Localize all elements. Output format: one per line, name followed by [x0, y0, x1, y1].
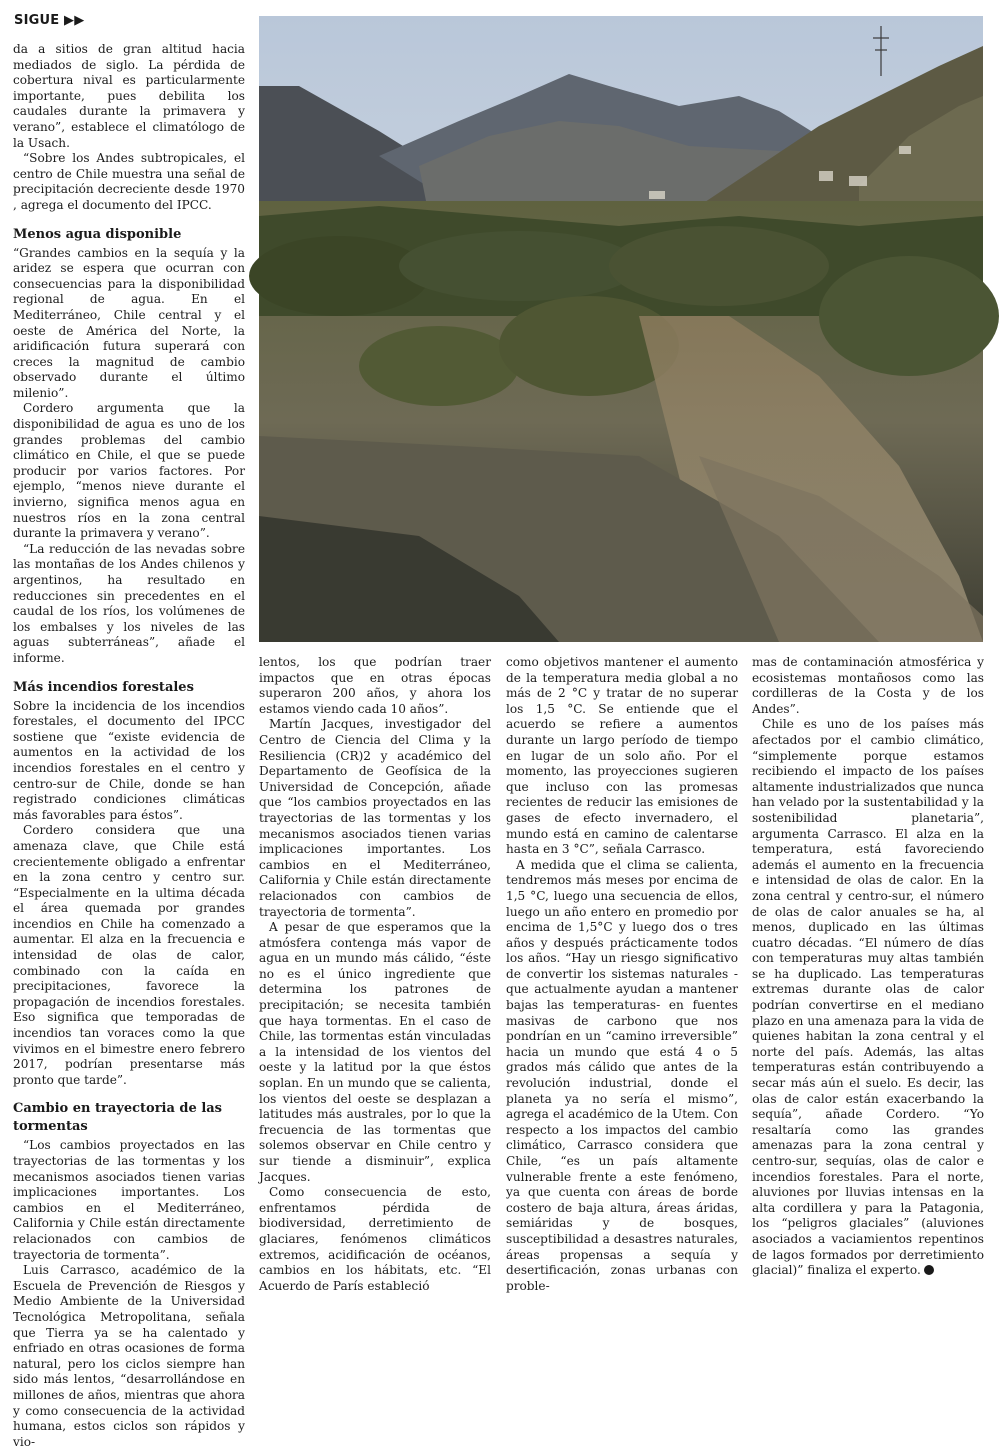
paragraph: da a sitios de gran altitud hacia mediados de siglo. La pérdida de cobertura nival es particularmente importante, pues debilita los caudales durante la primavera y verano”, establece el climatólogo de la Usach.	[13, 42, 245, 150]
paragraph: Martín Jacques, investigador del Centro de Ciencia del Clima y la Resiliencia (CR)2 y académico del Departamento de Geofísica de la Universidad de Concepción, añade que “los cambios proyectados en las trayectorias de las tormentas y los mecanismos asociados tienen varias implicaciones importantes. Los cambios en el Mediterráneo, California y Chile están directamente relacionados con cambios de trayectoria de tormenta”.	[259, 717, 491, 919]
section-heading-fires: Más incendios forestales	[13, 679, 194, 695]
paragraph: “La reducción de las nevadas sobre las montañas de los Andes chilenos y argentinos, ha resultado en reducciones sin precedentes en el caudal de los ríos, los volúmenes de los embalses y los niveles de las aguas subterráneas”, añade el informe.	[13, 541, 245, 665]
paragraph: mas de contaminación atmosférica y ecosistemas montañosos como las cordilleras de la Costa y de los Andes”.	[752, 655, 984, 716]
article-column-1	[13, 42, 245, 1449]
landscape-photo	[259, 16, 983, 642]
article-column-2	[259, 655, 491, 1293]
andes-valley-image	[259, 16, 983, 642]
section-heading-storms: Cambio en trayectoria de las tormentas	[13, 1101, 222, 1135]
paragraph: lentos, los que podrían traer impactos que en otras épocas superaron 200 años, y ahora los estamos viendo cada 10 años”.	[259, 655, 491, 716]
paragraph: “Sobre los Andes subtropicales, el centro de Chile muestra una señal de precipitación decreciente desde 1970 , agrega el documento del IPCC.	[13, 151, 245, 212]
paragraph: Como consecuencia de esto, enfrentamos pérdida de biodiversidad, derretimiento de glaciares, fenómenos climáticos extremos, acidificación de océanos, cambios en los hábitats, etc. “El Acuerdo de París estableció	[259, 1185, 491, 1293]
paragraph: Sobre la incidencia de los incendios forestales, el documento del IPCC sostiene que “existe evidencia de aumentos en la actividad de los incendios forestales en el centro y centro-sur de Chile, donde se han registrado condiciones climáticas más favorables para éstos”.	[13, 698, 245, 822]
article-column-3	[506, 655, 738, 1293]
paragraph: como objetivos mantener el aumento de la temperatura media global a no más de 2 °C y tratar de no superar los 1,5 °C. Se entiende que el acuerdo se refiere a aumentos durante un largo período de tiempo en lugar de un solo año. Por el momento, las proyecciones sugieren que incluso con las promesas recientes de reducir las emisiones de gases de efecto invernadero, el mundo está en camino de calentarse hasta en 3 °C”, señala Carrasco.	[506, 655, 738, 857]
paragraph: “Grandes cambios en la sequía y la aridez se espera que ocurran con consecuencias para la disponibilidad regional de agua. En el Mediterráneo, Chile central y el oeste de América del Norte, la aridificación futura superará con creces la magnitud de cambio observado durante el último milenio”.	[13, 245, 245, 400]
paragraph: Cordero argumenta que la disponibilidad de agua es uno de los grandes problemas del cambio climático en Chile, el que se puede producir por varios factores. Por ejemplo, “menos nieve durante el invierno, significa menos agua en nuestros ríos en la zona central durante la primavera y verano”.	[13, 401, 245, 541]
paragraph	[752, 717, 984, 1278]
end-of-article-mark	[924, 1265, 934, 1275]
paragraph: A pesar de que esperamos que la atmósfera contenga más vapor de agua en un mundo más cálido, “éste no es el único ingrediente que determina los patrones de precipitación; se necesita también que haya tormentas. En el caso de Chile, las tormentas están vinculadas a la intensidad de los vientos del oeste y la latitud por la que éstos soplan. En un mundo que se calienta, los vientos del oeste se desplazan a latitudes más australes, por lo que la frecuencia de las tormentas que solemos observar en Chile centro y sur tiende a disminuir”, explica Jacques.	[259, 920, 491, 1184]
paragraph: Cordero considera que una amenaza clave, que Chile está crecientemente obligado a enfrentar en la zona centro y centro sur. “Especialmente en la ultima década el área quemada por grandes incendios en Chile ha comenzado a aumentar. El alza en la frecuencia e intensidad de olas de calor, combinado con la caída en precipitaciones, favorece la propagación de incendios forestales. Eso significa que temporadas de incendios tan voraces como la que vivimos en el bimestre enero febrero 2017, podrían presentarse más pronto que tarde”.	[13, 823, 245, 1087]
section-heading-water: Menos agua disponible	[13, 226, 182, 242]
paragraph-text: Chile es uno de los países más afectados por el cambio climático, “simplemente porque estamos recibiendo el impacto de los países altamente industrializados que nunca han velado por la sustentabilidad y la sostenibilidad planetaria”, argumenta Carrasco. El alza en la temperatura, está favoreciendo además el aumento en la frecuencia e intensidad de olas de calor. En la zona central y centro-sur, el número de olas de calor anuales se ha, al menos, duplicado en las últimas cuatro décadas. “El número de días con temperaturas muy altas también se ha duplicado. Las temperaturas extremas durante olas de calor podrían convertirse en el mediano plazo en una amenaza para la vida de quienes habitan la zona central y el norte del país. Además, las altas temperaturas están contribuyendo a secar más aún el suelo. Es decir, las olas de calor están exacerbando la sequía”, añade Cordero. “Yo resaltaría como las grandes amenazas para la zona central y centro-sur, sequías, olas de calor e incendios forestales. Para el norte, aluviones por lluvias intensas en la alta cordillera y para la Patagonia, los “peligros glaciales” (aluviones asociados a vaciamientos repentinos de lagos formados por derretimiento glacial)” finaliza el experto.	[752, 717, 984, 1278]
article-column-4	[752, 655, 984, 1278]
paragraph: A medida que el clima se calienta, tendremos más meses por encima de 1,5 °C, luego una secuencia de ellos, luego un año entero en promedio por encima de 1,5°C y luego dos o tres años y después prácticamente todos los años. “Hay un riesgo significativo de convertir los sistemas naturales -que actualmente ayudan a mantener bajas las temperaturas- en fuentes masivas de carbono que nos pondrían en un “camino irreversible” hacia un mundo que está 4 o 5 grados más cálido que antes de la revolución industrial, donde el planeta ya no sería el mismo”, agrega el académico de la Utem. Con respecto a los impactos del cambio climático, Carrasco considera que Chile, “es un país altamente vulnerable frente a este fenómeno, ya que cuenta con áreas de borde costero de baja altura, áreas áridas, semiáridas y de bosques, susceptibilidad a desastres naturales, áreas propensas a sequía y desertificación, zonas urbanas con proble-	[506, 857, 738, 1293]
continuation-label: SIGUE ▶▶	[14, 13, 85, 28]
paragraph: “Los cambios proyectados en las trayectorias de las tormentas y los mecanismos asociados tienen varias implicaciones importantes. Los cambios en el Mediterráneo, California y Chile están directamente relacionados con cambios de trayectoria de tormenta”.	[13, 1138, 245, 1262]
paragraph: Luis Carrasco, académico de la Escuela de Prevención de Riesgos y Medio Ambiente de la Universidad Tecnológica Metropolitana, señala que Tierra ya se ha calentado y enfriado en otras ocasiones de forma natural, pero los ciclos siempre han sido más lentos, “desarrollándose en millones de años, mientras que ahora y como consecuencia de la actividad humana, estos ciclos son rápidos y vio-	[13, 1263, 245, 1449]
